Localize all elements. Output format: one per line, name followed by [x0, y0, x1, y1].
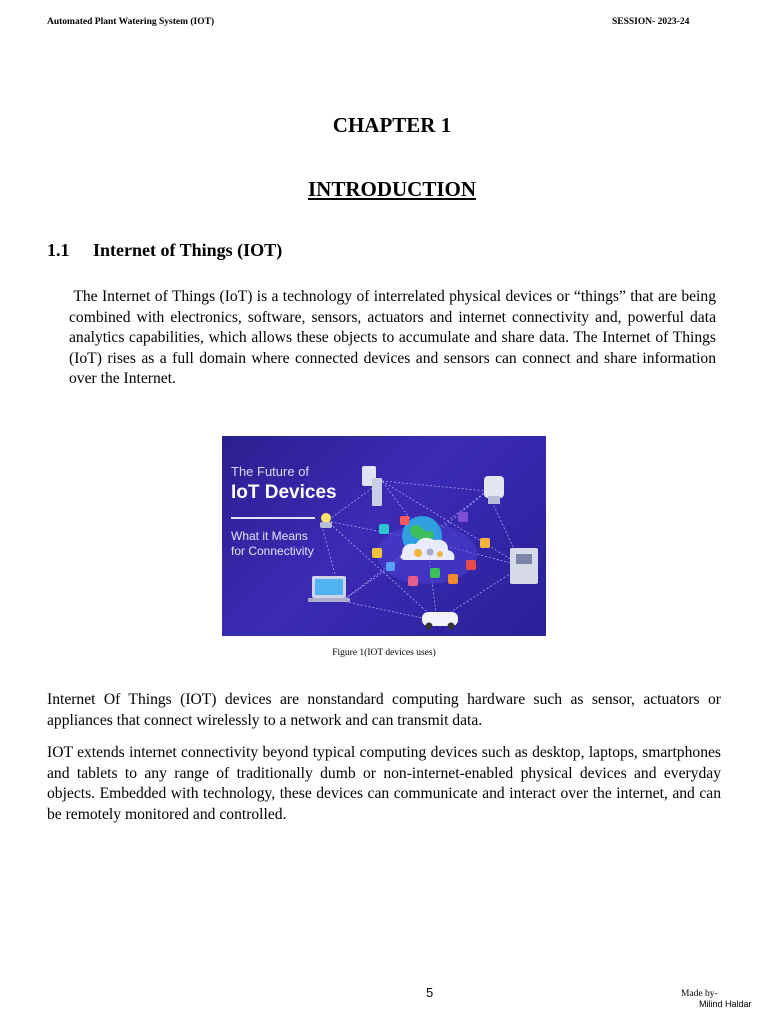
- running-header-session: SESSION- 2023-24: [612, 17, 690, 27]
- figure-title-line1: The Future of: [231, 464, 310, 479]
- chapter-heading: CHAPTER 1: [332, 113, 452, 137]
- running-header-title: Automated Plant Watering System (IOT): [47, 17, 215, 27]
- section-number: 1.1: [47, 240, 70, 260]
- figure-title-line2: IoT Devices: [231, 482, 337, 503]
- made-by-label: Made by-: [681, 989, 718, 999]
- page-number: 5: [426, 985, 434, 1000]
- paragraph-iot-devices: Internet Of Things (IOT) devices are nonstandard computing hardware such as sensor, actuators or appliances that connect wirelessly to a network and can transmit data.: [47, 691, 721, 729]
- paragraph-iot-connectivity: IOT extends internet connectivity beyond typical computing devices such as desktop, laptops, smartphones and tablets to any range of traditionally dumb or non-internet-enabled physical devices and everyday objects. Embedded with technology, these devices can communicate and interact over the internet, and can be remotely monitored and controlled.: [47, 744, 721, 823]
- author-name: Milind Haldar: [699, 999, 752, 1009]
- figure-subtitle: What it Means for Connectivity: [231, 529, 314, 558]
- figure-divider: [231, 517, 315, 519]
- section-title: Internet of Things (IOT): [93, 240, 283, 260]
- section-heading: [47, 240, 282, 261]
- chapter-title: INTRODUCTION: [307, 177, 477, 201]
- paragraph-iot-definition: The Internet of Things (IoT) is a technology of interrelated physical devices or “things” that are being combined with electronics, software, sensors, actuators and internet connectivity and, powerful data analytics capabilities, which allows these objects to accumulate and share data. The Internet of Things (IoT) rises as a full domain where connected devices and sensors can connect and share information over the Internet.: [69, 288, 716, 388]
- iot-devices-figure: [222, 436, 546, 636]
- figure-caption: Figure 1(IOT devices uses): [332, 648, 436, 658]
